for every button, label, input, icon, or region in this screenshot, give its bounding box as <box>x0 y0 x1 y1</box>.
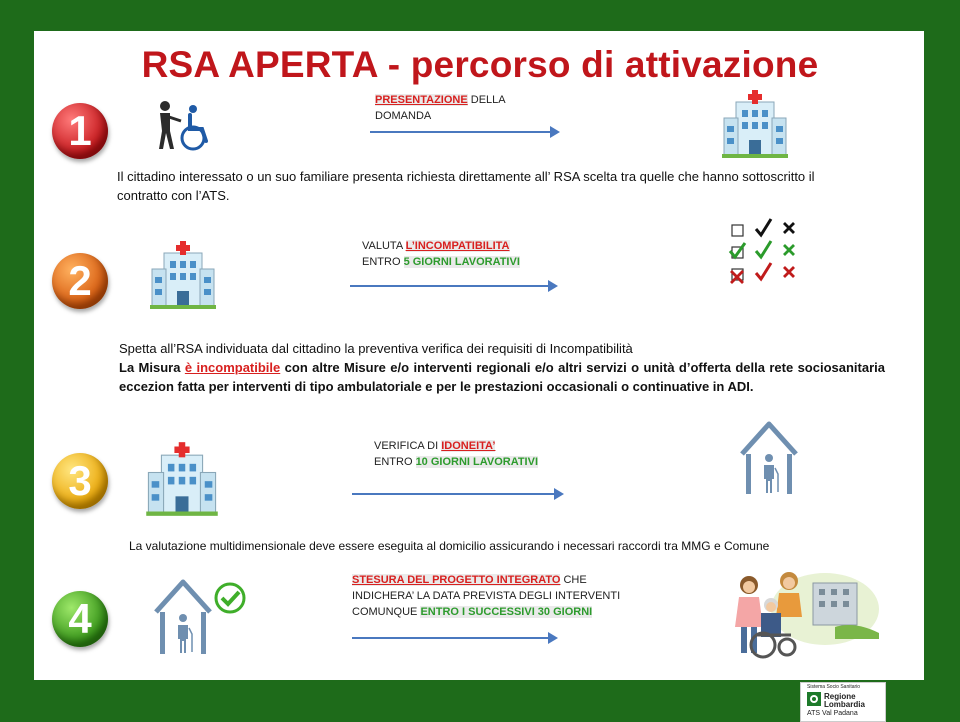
hospital-icon <box>722 88 788 160</box>
step-2-label-prefix2: ENTRO <box>362 256 404 268</box>
step-2-label <box>362 238 582 270</box>
step-1-label-line2: DOMANDA <box>375 110 432 122</box>
step-2-desc-part-c: con altre Misure e/o interventi regionali e/o altri servizi o unità d’offerta della rete sociosanitaria eccezion fatta per interventi di tipo ambulatoriale e per le prestazioni occasionali o continuative in ADI. <box>119 360 885 394</box>
step-3-label-prefix2: ENTRO <box>374 456 416 468</box>
step-2-description-line1: Spetta all’RSA individuata dal cittadino la preventiva verifica dei requisiti di Incompatibilità <box>119 341 633 356</box>
step-3-number-badge <box>52 453 108 509</box>
step-2-label-prefix: VALUTA <box>362 240 406 252</box>
step-1-arrow <box>370 131 558 133</box>
step-2-arrow <box>350 285 556 287</box>
house-person-check-icon <box>150 576 250 658</box>
step-3-label <box>374 438 594 470</box>
lombardia-rose-icon <box>807 692 821 706</box>
step-1-label-rest: DELLA <box>467 94 506 106</box>
checklist-icon <box>728 215 804 291</box>
logo-line2: Regione <box>824 692 856 701</box>
step-1-number: 1 <box>68 107 92 154</box>
step-2-label-highlight: L’INCOMPATIBILITA <box>405 240 510 252</box>
page-title: RSA APERTA - percorso di attivazione <box>141 44 819 85</box>
step-3-label-prefix: VERIFICA DI <box>374 440 442 452</box>
step-2-number-badge <box>52 253 108 309</box>
step-4-label-highlight: STESURA DEL PROGETTO INTEGRATO <box>352 574 561 586</box>
step-4-label-rest: CHE <box>560 574 587 586</box>
step-1-number-badge <box>52 103 108 159</box>
step-4-label <box>352 572 672 620</box>
logo-line3: Lombardia <box>824 700 865 709</box>
step-2-number: 2 <box>68 257 92 304</box>
step-3-label-deadline: 10 GIORNI LAVORATIVI <box>415 456 539 468</box>
step-1-label-highlight: PRESENTAZIONE <box>375 94 468 106</box>
family-icon <box>735 565 881 661</box>
step-4-label-prefix3: COMUNQUE <box>352 606 421 618</box>
hospital-icon <box>146 440 218 518</box>
step-2-desc-part-a: La Misura <box>119 360 185 375</box>
step-4-arrow <box>352 637 556 639</box>
step-4-number: 4 <box>68 595 92 642</box>
step-2-desc-part-b: è incompatibile <box>184 360 281 375</box>
hospital-icon <box>150 236 216 314</box>
house-person-icon <box>738 418 800 498</box>
step-4-label-deadline: ENTRO I SUCCESSIVI 30 GIORNI <box>420 606 593 618</box>
step-1-label <box>375 92 575 124</box>
ats-logo <box>800 682 886 722</box>
step-3-number: 3 <box>68 457 92 504</box>
logo-line1: Sistema Socio Sanitario <box>807 684 861 690</box>
wheelchair-icon <box>155 100 217 154</box>
step-3-description: La valutazione multidimensionale deve essere eseguita al domicilio assicurando i necessari raccordi tra MMG e Comune <box>129 539 770 553</box>
step-3-arrow <box>352 493 562 495</box>
step-3-label-highlight: IDONEITA’ <box>441 440 496 452</box>
step-1-description: Il cittadino interessato o un suo familiare presenta richiesta direttamente all’ RSA scelta tra quelle che hanno sottoscritto il contratto con l’ATS. <box>117 169 815 203</box>
step-4-number-badge <box>52 591 108 647</box>
step-4-label-line2: INDICHERA’ LA DATA PREVISTA DEGLI INTERVENTI <box>352 590 621 602</box>
logo-line4: ATS Val Padana <box>807 710 858 717</box>
step-2-description-line2 <box>119 358 885 396</box>
step-2-label-deadline: 5 GIORNI LAVORATIVI <box>403 256 520 268</box>
